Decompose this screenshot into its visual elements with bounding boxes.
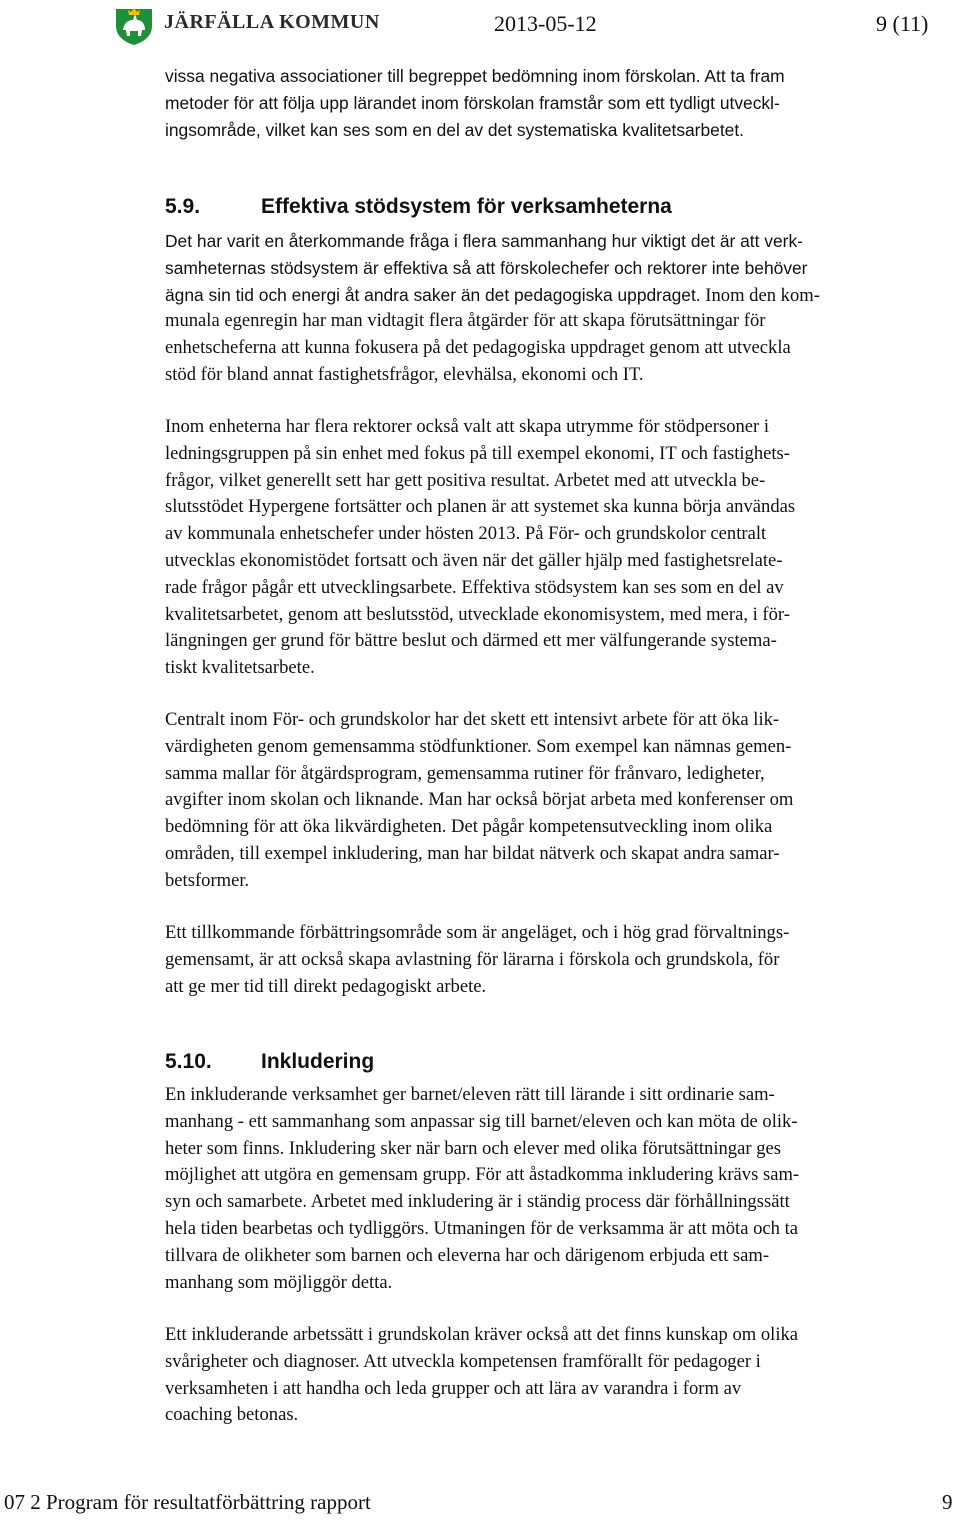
- text-line: Centralt inom För- och grundskolor har det skett ett intensivt arbete för att öka lik-: [165, 709, 780, 730]
- text-line: heter som finns. Inkludering sker när barn och elever med olika förutsättningar ges: [165, 1137, 781, 1159]
- section-5-10-paragraph-2: [165, 1322, 950, 1429]
- text-line: syn och samarbete. Arbetet med inkludering är i ständig process där förhållningssätt: [165, 1191, 790, 1213]
- text-line: manhang som möjliggör detta.: [165, 1271, 393, 1293]
- section-title: Effektiva stödsystem för verksamheterna: [261, 195, 672, 218]
- section-title: Inkludering: [261, 1050, 375, 1073]
- text-line: tillvara de olikheter som barnen och eleverna har och därigenom erbjuda ett sam-: [165, 1244, 770, 1266]
- text-line: gemensamt, är att också skapa avlastning för lärarna i förskola och grundskola, för: [165, 948, 780, 970]
- footer-page-number: 9: [942, 1490, 953, 1514]
- text-line: Ett tillkommande förbättringsområde som är angeläget, och i hög grad förvaltnings-: [165, 922, 790, 943]
- text-line: kvalitetsarbetet, genom att beslutsstöd, utvecklade ekonomisystem, med mera, i för-: [165, 603, 790, 625]
- intro-paragraph: [165, 63, 950, 143]
- footer-document-name: 07 2 Program för resultatförbättring rapport: [4, 1490, 371, 1514]
- text-line: att ge mer tid till direkt pedagogiskt arbete.: [165, 975, 487, 997]
- section-number: 5.10.: [165, 1050, 212, 1073]
- text-line: ägna sin tid och energi åt andra saker än det pedagogiska uppdraget.: [165, 284, 701, 305]
- text-line: möjlighet att utgöra en gemensam grupp. För att åstadkomma inkludering krävs sam-: [165, 1164, 800, 1186]
- text-line: betsformer.: [165, 869, 250, 891]
- section-heading-5-10: [165, 1050, 374, 1074]
- page-header: [0, 0, 960, 52]
- text-line: metoder för att följa upp lärandet inom förskolan framstår som ett tydligt utveckl-: [165, 92, 780, 113]
- section-5-9-paragraph-1: [165, 228, 950, 389]
- text-line: samheternas stödsystem är effektiva så att förskolechefer och rektorer inte behöver: [165, 257, 808, 278]
- document-date: 2013-05-12: [494, 11, 597, 36]
- text-line: samma mallar för åtgärdsprogram, gemensamma rutiner för frånvaro, ledigheter,: [165, 762, 765, 784]
- organization-name: JÄRFÄLLA KOMMUN: [164, 11, 380, 33]
- text-line: Ett inkluderande arbetssätt i grundskolan kräver också att det finns kunskap om olika: [165, 1324, 799, 1345]
- text-line: stöd för bland annat fastighetsfrågor, elevhälsa, ekonomi och IT.: [165, 363, 644, 385]
- text-line: svårigheter och diagnoser. Att utveckla kompetensen framförallt för pedagoger i: [165, 1350, 761, 1372]
- text-line: ledningsgruppen på sin enhet med fokus på till exempel ekonomi, IT och fastighets-: [165, 442, 790, 464]
- section-5-10-paragraph-1: [165, 1082, 950, 1296]
- text-line: av kommunala enhetschefer under hösten 2013. På För- och grundskolor centralt: [165, 523, 767, 545]
- section-5-9-paragraph-4: [165, 920, 950, 1000]
- text-line: ingsområde, vilket kan ses som en del av det systematiska kvalitetsarbetet.: [165, 119, 744, 140]
- text-line: utvecklas ekonomistödet fortsatt och även när det gäller hjälp med fastighetsrelate-: [165, 549, 783, 571]
- text-line: avgifter inom skolan och liknande. Man har också börjat arbeta med konferenser om: [165, 789, 794, 811]
- text-line: Det har varit en återkommande fråga i flera sammanhang hur viktigt det är att verk-: [165, 231, 803, 251]
- text-line: värdigheten genom gemensamma stödfunktioner. Som exempel kan nämnas gemen-: [165, 735, 792, 757]
- text-line: längningen ger grund för bättre beslut och därmed ett mer välfungerande systema-: [165, 630, 777, 652]
- text-line: enhetscheferna att kunna fokusera på det pedagogiska uppdraget genom att utveckla: [165, 337, 791, 359]
- text-line: hela tiden bearbetas och tydliggörs. Utmaningen för de verksamma är att möta och ta: [165, 1217, 799, 1239]
- text-line: vissa negativa associationer till begreppet bedömning inom förskolan. Att ta fram: [165, 66, 785, 86]
- section-heading-5-9: [165, 195, 672, 219]
- text-line: tiskt kvalitetsarbete.: [165, 657, 315, 679]
- page-of-total: 9 (11): [876, 11, 929, 36]
- section-5-9-paragraph-3: [165, 707, 950, 895]
- text-line: verksamheten i att handha och leda grupper och att lära av varandra i form av: [165, 1377, 742, 1399]
- section-5-9-paragraph-2: [165, 414, 950, 682]
- text-line: frågor, vilket generellt sett har gett positiva resultat. Arbetet med att utveckla be-: [165, 469, 766, 491]
- text-line-tail: Inom den kom-: [700, 284, 820, 306]
- text-line: munala egenregin har man vidtagit flera åtgärder för att skapa förutsättningar för: [165, 310, 766, 332]
- text-line: bedömning för att öka likvärdigheten. Det pågår kompetensutveckling inom olika: [165, 816, 773, 838]
- text-line: Inom enheterna har flera rektorer också valt att skapa utrymme för stödpersoner i: [165, 416, 770, 437]
- section-number: 5.9.: [165, 195, 201, 218]
- text-line: områden, till exempel inkludering, man har bildat nätverk och skapat andra samar-: [165, 842, 780, 864]
- municipality-logo-icon: [114, 6, 154, 46]
- text-line: slutsstödet Hypergene fortsätter och planen är att systemet ska kunna börja användas: [165, 496, 796, 518]
- text-line: manhang - ett sammanhang som anpassar sig till barnet/eleven och kan möta de olik-: [165, 1110, 798, 1132]
- text-line: coaching betonas.: [165, 1404, 299, 1426]
- text-line: rade frågor pågår ett utvecklingsarbete. Effektiva stödsystem kan ses som en del av: [165, 576, 784, 598]
- text-line: En inkluderande verksamhet ger barnet/eleven rätt till lärande i sitt ordinarie sam-: [165, 1084, 775, 1105]
